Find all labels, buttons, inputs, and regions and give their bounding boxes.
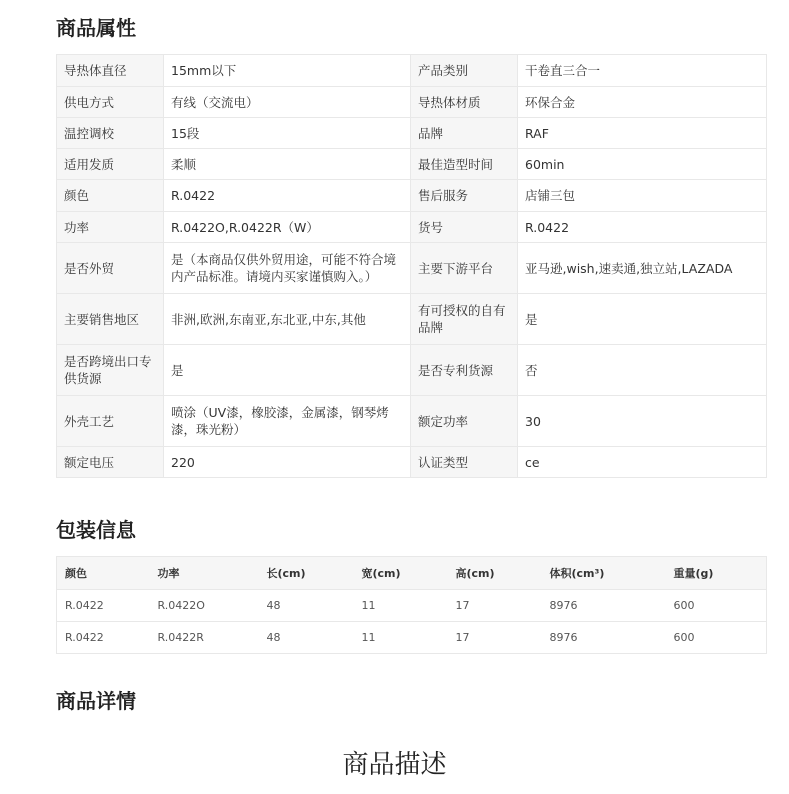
attribute-label: 额定功率 [411,396,518,447]
packaging-cell: 600 [666,590,767,622]
attributes-title: 商品属性 [56,16,136,40]
attribute-label: 颜色 [57,180,164,212]
packaging-cell: 48 [259,590,354,622]
attribute-label: 是否专利货源 [411,345,518,396]
attribute-value: 亚马逊,wish,速卖通,独立站,LAZADA [518,243,767,294]
attribute-value: 是（本商品仅供外贸用途，可能不符合境内产品标准。请境内买家谨慎购入。） [164,243,411,294]
packaging-cell: 17 [448,622,542,654]
description-heading: 商品描述 [342,750,447,780]
attribute-label: 货号 [411,212,518,243]
attribute-value: 喷涂（UV漆，橡胶漆，金属漆，钢琴烤漆，珠光粉） [164,396,411,447]
packaging-cell: R.0422R [150,622,259,654]
attribute-label: 温控调校 [57,118,164,149]
attribute-label: 功率 [57,212,164,243]
packaging-cell: 11 [354,622,448,654]
attribute-label: 主要销售地区 [57,294,164,345]
attribute-label: 额定电压 [57,447,164,478]
attribute-label: 导热体直径 [57,55,164,87]
attribute-row [57,294,767,345]
attribute-row [57,212,767,243]
attribute-label: 售后服务 [411,180,518,212]
attribute-value: 环保合金 [518,87,767,118]
packaging-cell: R.0422 [57,622,150,654]
attribute-label: 是否跨境出口专供货源 [57,345,164,396]
attribute-value: 非洲,欧洲,东南亚,东北亚,中东,其他 [164,294,411,345]
packaging-header-cell: 宽(cm) [354,557,448,590]
packaging-cell: 11 [354,590,448,622]
attribute-value: 220 [164,447,411,478]
packaging-header-row [57,557,767,590]
packaging-header-cell: 长(cm) [259,557,354,590]
attribute-value: RAF [518,118,767,149]
packaging-cell: R.0422O [150,590,259,622]
packaging-cell: 8976 [542,622,666,654]
attribute-row [57,396,767,447]
attribute-label: 是否外贸 [57,243,164,294]
attribute-label: 供电方式 [57,87,164,118]
packaging-header-cell: 体积(cm³) [542,557,666,590]
packaging-header-cell: 功率 [150,557,259,590]
attribute-label: 有可授权的自有品牌 [411,294,518,345]
attribute-label: 最佳造型时间 [411,149,518,180]
attribute-value: ce [518,447,767,478]
packaging-table [56,556,767,654]
attribute-value: 干卷直三合一 [518,55,767,87]
attribute-label: 导热体材质 [411,87,518,118]
packaging-cell: 8976 [542,590,666,622]
attribute-value: R.0422 [164,180,411,212]
attribute-value: 是 [164,345,411,396]
details-title: 商品详情 [56,689,136,713]
attribute-value: R.0422O,R.0422R（W） [164,212,411,243]
attribute-label: 认证类型 [411,447,518,478]
packaging-title: 包装信息 [56,518,136,542]
attribute-row [57,180,767,212]
packaging-row [57,590,767,622]
attribute-value: 柔顺 [164,149,411,180]
packaging-cell: 48 [259,622,354,654]
attribute-row [57,55,767,87]
attribute-label: 外壳工艺 [57,396,164,447]
attribute-row [57,149,767,180]
attribute-value: 是 [518,294,767,345]
attribute-value: R.0422 [518,212,767,243]
attribute-row [57,118,767,149]
attribute-label: 主要下游平台 [411,243,518,294]
attribute-value: 60min [518,149,767,180]
attribute-row [57,87,767,118]
packaging-cell: R.0422 [57,590,150,622]
packaging-header-cell: 高(cm) [448,557,542,590]
attribute-value: 有线（交流电） [164,87,411,118]
attribute-value: 店铺三包 [518,180,767,212]
attribute-value: 15mm以下 [164,55,411,87]
attributes-table [56,54,767,478]
attribute-row [57,243,767,294]
attribute-row [57,345,767,396]
attribute-label: 品牌 [411,118,518,149]
attribute-label: 适用发质 [57,149,164,180]
attribute-value: 30 [518,396,767,447]
packaging-cell: 17 [448,590,542,622]
packaging-header-cell: 重量(g) [666,557,767,590]
packaging-header-cell: 颜色 [57,557,150,590]
attribute-value: 15段 [164,118,411,149]
attribute-value: 否 [518,345,767,396]
attribute-label: 产品类别 [411,55,518,87]
packaging-row [57,622,767,654]
attribute-row [57,447,767,478]
packaging-cell: 600 [666,622,767,654]
